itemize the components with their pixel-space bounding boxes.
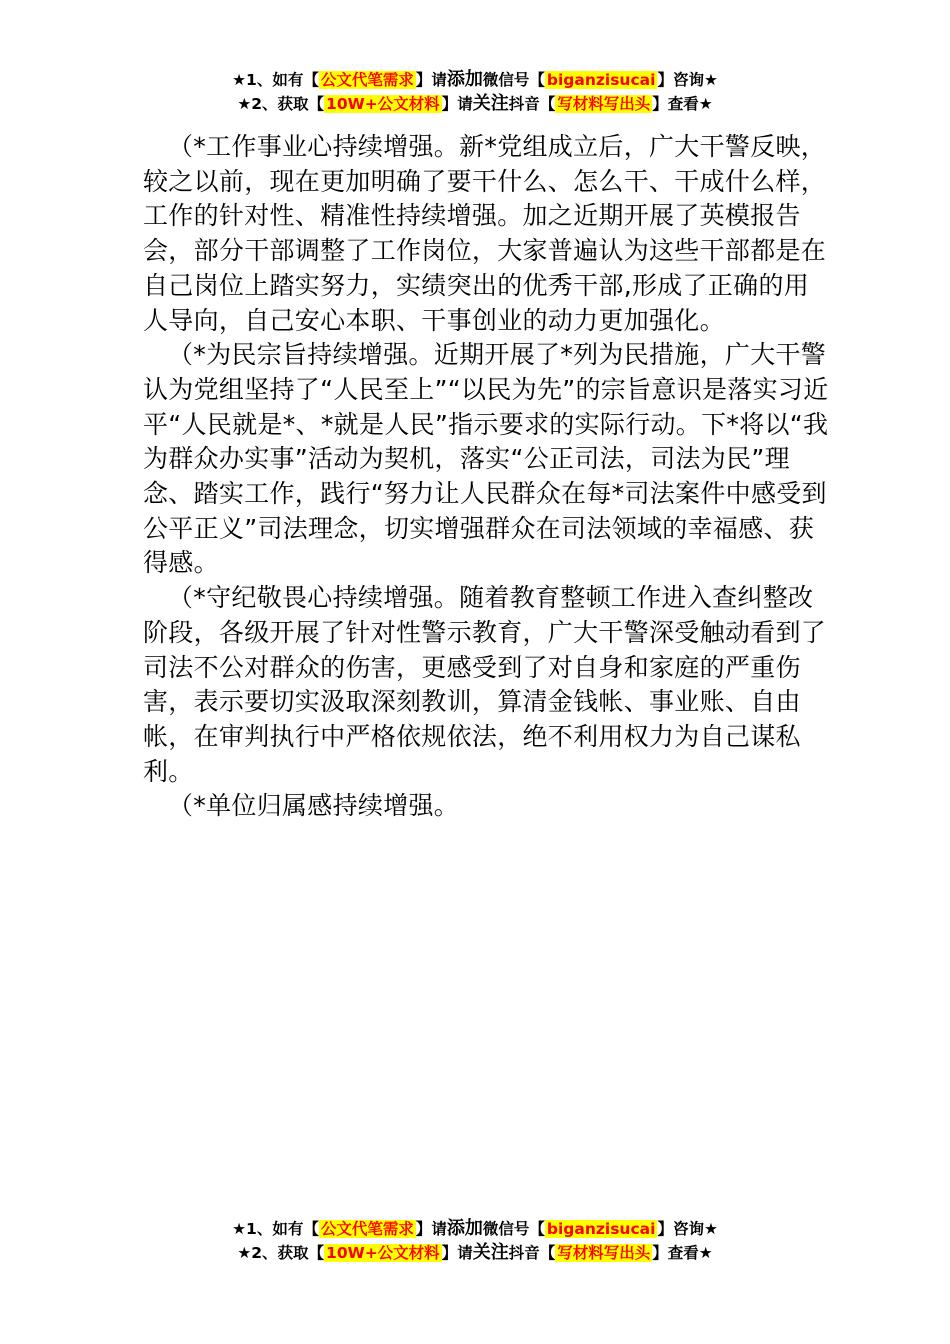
banner-line-2: ★2、获取【 10W+公文材料 】请关注抖音【 写材料写出头 】查看★ [237,93,713,114]
paragraph-belonging: （*单位归属感持续增强。 [168,791,460,821]
banner-highlight: 10W+公文材料 [326,95,440,113]
banner-highlight: 公文代笔需求 [320,1220,414,1238]
header-banner [0,68,950,116]
footer-banner [0,1217,950,1265]
banner-douyin-id: 写材料写出头 [557,1244,651,1262]
banner-line-1: ★1、如有【 公文代笔需求 】请添加微信号【 biganzisucai 】咨询★ [232,69,718,90]
paragraph-discipline: （*守纪敬畏心持续增强。随着教育整顿工作进入查纠整改阶段，各级开展了针对性警示教育，广大干警深受触动看到了司法不公对群众的伤害，更感受到了对自身和家庭的严重伤害，表示要切实汲取深刻教训，算清金钱帐、事业账、自由帐，在审判执行中严格依规依法，绝不利用权力为自己谋私利。 [143,583,827,786]
banner-line-2: ★2、获取【 10W+公文材料 】请关注抖音【 写材料写出头 】查看★ [237,1242,713,1263]
document-body [143,130,833,824]
banner-wechat-id: biganzisucai [546,1220,656,1238]
banner-highlight: 公文代笔需求 [320,71,414,89]
banner-wechat-id: biganzisucai [546,71,656,89]
banner-douyin-id: 写材料写出头 [557,95,651,113]
paragraph-people-purpose: （*为民宗旨持续增强。近期开展了*列为民措施，广大干警认为党组坚持了“人民至上”“以民为先”的宗旨意识是落实习近平“人民就是*、*就是人民”指示要求的实际行动。下*将以“我为群众办实事”活动为契机，落实“公正司法，司法为民”理念、踏实工作，践行“努力让人民群众在每*司法案件中感受到公平正义”司法理念，切实增强群众在司法领域的幸福感、获得感。 [143,340,829,578]
banner-line-1: ★1、如有【 公文代笔需求 】请添加微信号【 biganzisucai 】咨询★ [232,1218,718,1239]
paragraph-work-dedication: （*工作事业心持续增强。新*党组成立后，广大干警反映，较之以前，现在更加明确了要干什么、怎么干、干成什么样，工作的针对性、精准性持续增强。加之近期开展了英模报告会，部分干部调整了工作岗位，大家普遍认为这些干部都是在自己岗位上踏实努力，实绩突出的优秀干部,形成了正确的用人导向，自己安心本职、干事创业的动力更加强化。 [143,132,827,335]
banner-highlight: 10W+公文材料 [326,1244,440,1262]
